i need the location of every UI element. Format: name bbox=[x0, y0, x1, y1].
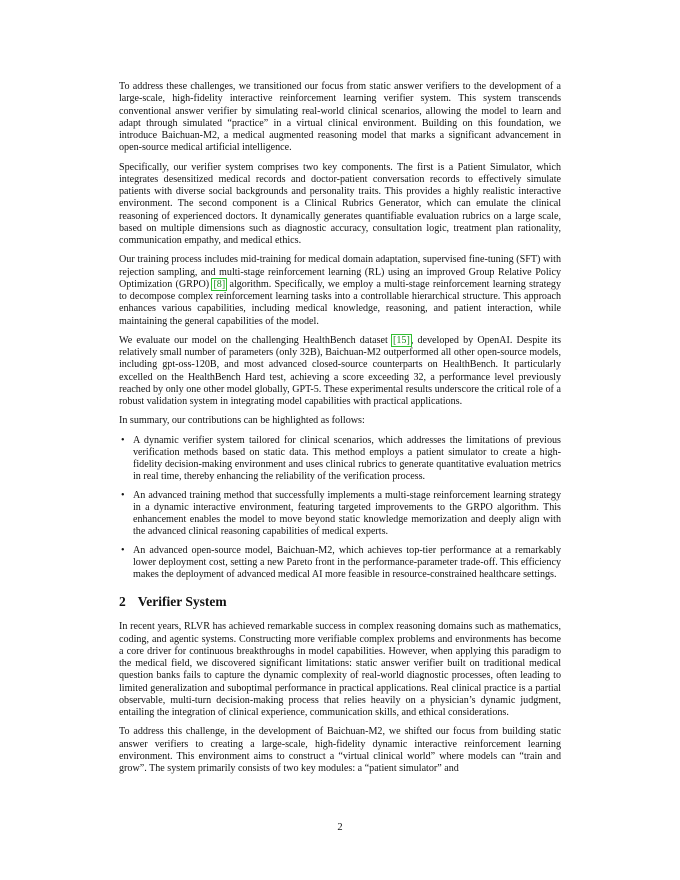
section-heading bbox=[119, 594, 561, 610]
intro-paragraph-1: To address these challenges, we transitioned our focus from static answer verifiers to the development of a large-scale, high-fidelity interactive reinforcement learning verifier system. This system transcends conventional answer verifier by simulating real-world clinical scenarios, allowing the model to learn and adapt through simulated “practice” in a virtual clinical environment. Building on this foundation, we introduce Baichuan-M2, a medical augmented reasoning model that marks a significant advancement in open-source medical artificial intelligence. bbox=[119, 81, 561, 154]
intro-paragraph-2: Specifically, our verifier system comprises two key components. The first is a Patient Simulator, which integrates desensitized medical records and doctor-patient conversation records to effectively simulate patients with diverse social backgrounds and personality traits. This provides a highly realistic interactive environment. The second component is a Clinical Rubrics Generator, which can emulate the clinical reasoning of experienced doctors. It dynamically generates quantifiable evaluation rubrics on a large scale, based on multiple dimensions such as diagnostic accuracy, consultation logic, treatment plan rationality, communication empathy, and medical ethics. bbox=[119, 161, 561, 246]
intro-paragraph-3 bbox=[119, 254, 561, 328]
list-item-text: An advanced training method that successfully implements a multi-stage reinforcement learning strategy in a dynamic interactive environment, featuring targeted improvements to the GRPO algorithm. This enhancement enables the model to move beyond static knowledge memorization and deeply align with the advanced clinical reasoning capabilities of medical experts. bbox=[133, 489, 561, 538]
bullet-icon: • bbox=[121, 434, 125, 446]
intro-paragraph-5: In summary, our contributions can be highlighted as follows: bbox=[119, 415, 365, 427]
list-item bbox=[119, 545, 561, 582]
text-span: Our training process includes mid-training for medical domain adaptation, supervised fine-tuning (SFT) with rejection sampling, and multi-stage reinforcement learning (RL) using an improved Group Relative Policy Optimization (GRPO) bbox=[119, 254, 561, 290]
bullet-icon: • bbox=[121, 544, 125, 556]
intro-paragraph-4 bbox=[119, 335, 561, 409]
text-span: algorithm. Specifically, we employ a multi-stage reinforcement learning strategy to decompose complex reinforcement learning tasks into a controllable hierarchical structure. This approach enhances various capabilities, including medical knowledge, reasoning, and patient interaction, while maintaining the general capabilities of the model. bbox=[119, 278, 561, 327]
list-item-text: An advanced open-source model, Baichuan-M2, which achieves top-tier performance at a remarkably lower deployment cost, setting a new Pareto front in the performance-parameter trade-off. This efficiency makes the deployment of advanced medical AI more feasible in resource-constrained healthcare settings. bbox=[133, 544, 561, 580]
contributions-list bbox=[119, 435, 561, 582]
bullet-icon: • bbox=[121, 489, 125, 501]
text-span: We evaluate our model on the challenging HealthBench dataset bbox=[119, 334, 392, 346]
citation-link[interactable]: [15] bbox=[392, 334, 410, 346]
citation-link[interactable]: [8] bbox=[213, 278, 226, 290]
section-number: 2 bbox=[119, 594, 126, 610]
page-number: 2 bbox=[337, 822, 343, 833]
section-title: Verifier System bbox=[137, 594, 227, 610]
list-item bbox=[119, 435, 561, 484]
section-paragraph-1: In recent years, RLVR has achieved remarkable success in complex reasoning domains such as mathematics, coding, and agentic systems. Constructing more verifiable complex problems and environments has become a core driver for continuous breakthroughs in model capabilities. However, when applying this paradigm to the medical field, we discovered significant limitations: static answer verifier built on traditional medical question banks fails to capture the dynamic complexity of real-world diagnostic processes, often leading to limited generalization and suboptimal performance in practical applications. Real clinical practice is a partial observable, multi-turn decision-making process that relies heavily on a physician’s dynamic judgment, entailing the integration of clinical experience, communication skills, and ethical considerations. bbox=[119, 621, 561, 718]
list-item bbox=[119, 490, 561, 539]
section-paragraph-2: To address this challenge, in the development of Baichuan-M2, we shifted our focus from building static answer verifiers to creating a large-scale, high-fidelity dynamic interactive reinforcement learning environment. This environment aims to construct a “virtual clinical world” where models can “train and grow”. The system primarily consists of two key modules: a “patient simulator” and bbox=[119, 726, 561, 774]
list-item-text: A dynamic verifier system tailored for clinical scenarios, which addresses the limitations of previous verification methods based on static data. This method employs a patient simulator to create a high-fidelity decision-making environment and uses clinical rubrics to generate quantitative evaluation metrics in real time, thereby enhancing the reliability of the verification process. bbox=[133, 434, 561, 483]
text-span: , developed by OpenAI. Despite its relatively small number of parameters (only 32B), Baichuan-M2 outperformed all other open-source models, including gpt-oss-120B, and most advanced closed-source counterparts on HealthBench. It particularly excelled on the HealthBench Hard test, achieving a score exceeding 32, a performance level previously reached by only one other model globally, GPT-5. These experimental results underscore the critical role of a robust validation system in integrating model capabilities with practical applications. bbox=[119, 334, 562, 407]
page-body bbox=[119, 81, 561, 782]
